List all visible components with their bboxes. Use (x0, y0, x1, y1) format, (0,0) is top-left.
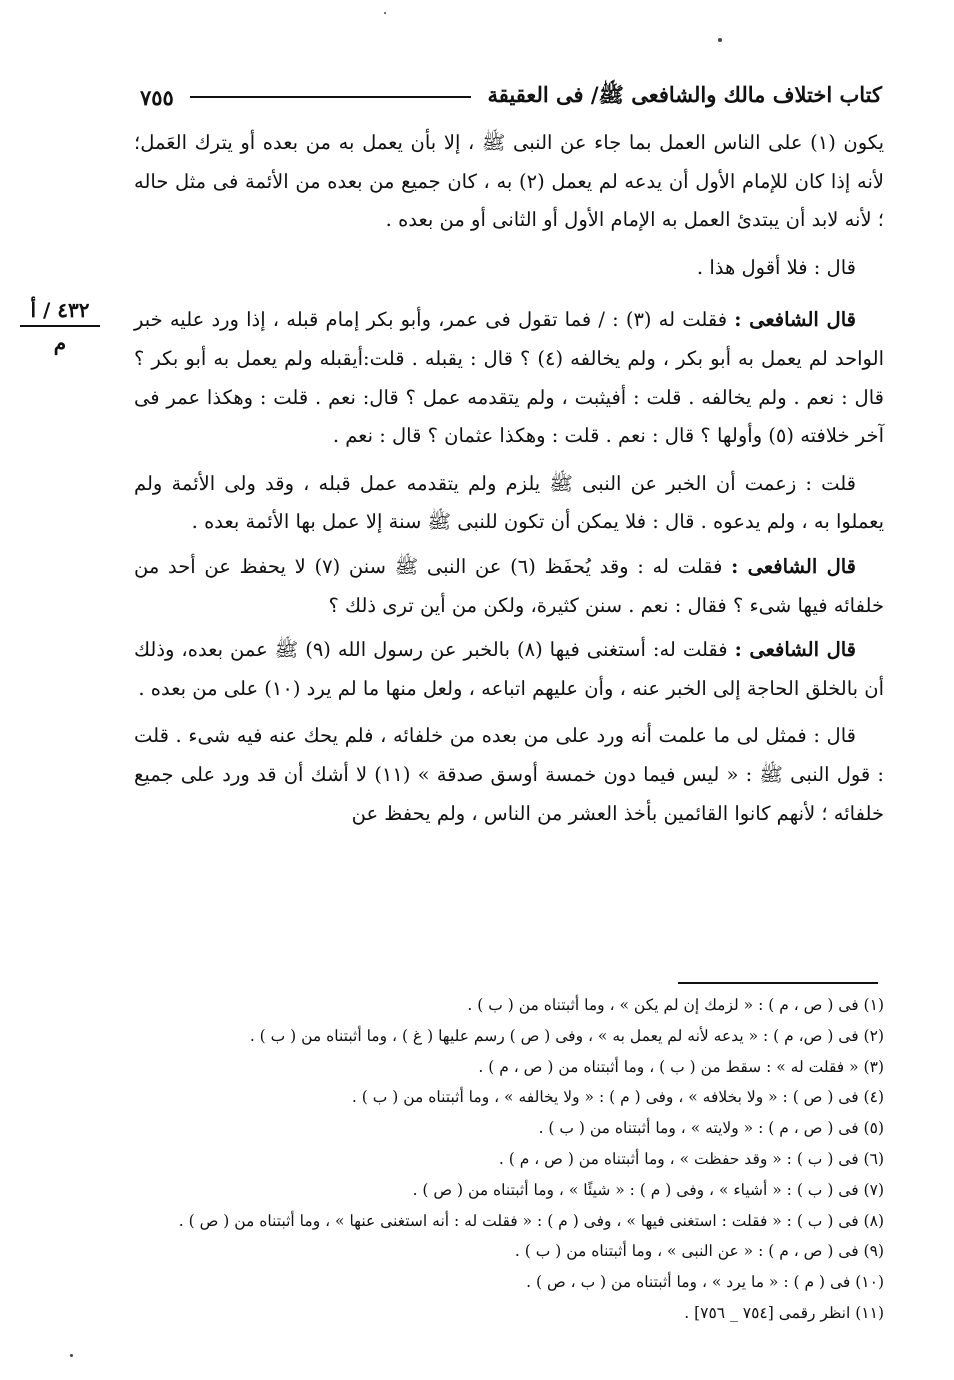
paragraph-lead: قال الشافعى : (734, 308, 856, 332)
paragraph (134, 301, 884, 455)
paragraph (134, 465, 884, 542)
page-number: ٧٥٥ (140, 84, 174, 110)
folio-manuscript-marker: م (53, 331, 67, 355)
scan-speck (384, 12, 386, 14)
running-header (140, 80, 882, 114)
paragraph-text: فقلت له (٣) : / فما تقول فى عمر، وأبو بكر إمام قبله ، إذا ورد عليه خبر الواحد لم يعمل به أبو بكر ، ولم يخالفه (٤) ؟ قال : يقبله . قلت:أيقبله ولم يعمل به أبو بكر ؟ قال : نعم . ولم يخالفه . قلت : أفيثبت ، ولم يتقدمه عمل ؟ قال: نعم . قلت : وهكذا عمر فى آخر خلافته (٥) وأولها ؟ قال : نعم . قلت : وهكذا عثمان ؟ قال : نعم . (134, 308, 884, 448)
paragraph-lead: قال الشافعى : (734, 638, 857, 662)
footnote-separator (678, 982, 878, 984)
footnote: (٨) فى ( ب ) : « فقلت : استغنى فيها » ، وفى ( م ) : « فقلت له : أنه استغنى عنها » ، وما أثبتناه من ( ص ) . (178, 1211, 884, 1230)
paragraph-text: يكون (١) على الناس العمل بما جاء عن النبى ﷺ ، إلا بأن يعمل به من بعده أو يترك العَمل؛ لأنه إذا كان للإمام الأول أن يدعه لم يعمل (٢) به ، كان جميع من بعده من الأئمة فى مثل حاله ؛ لأنه لابد أن يبتدئ العمل به الإمام الأول أو الثانى أو من بعده . (134, 131, 884, 232)
paragraph (134, 249, 884, 288)
footnote: (٣) « فقلت له » : سقط من ( ب ) ، وما أثبتناه من ( ص ، م ) . (478, 1057, 884, 1076)
margin-folio-note (20, 298, 100, 355)
header-rule (190, 96, 472, 98)
paragraph-text: فقلت له: أستغنى فيها (٨) بالخبر عن رسول الله (٩) ﷺ عمن بعده، وذلك أن بالخلق الحاجة إلى الخبر عنه ، وأن عليهم اتباعه ، ولعل منها ما لم يرد (١٠) على من بعده . (134, 638, 884, 700)
paragraph (134, 631, 884, 708)
footnote: (٢) فى ( ص، م ) : « يدعه لأنه لم يعمل به » ، وفى ( ص ) رسم عليها ( غ ) ، وما أثبتناه من ( ب ) . (249, 1026, 884, 1045)
paragraph (134, 124, 884, 240)
scan-speck (718, 38, 722, 42)
footnote: (٩) فى ( ص ، م ) : « عن النبى » ، وما أثبتناه من ( ب ) . (514, 1242, 884, 1261)
footnote: (٤) فى ( ص ) : « ولا بخلافه » ، وفى ( م ) : « ولا يخالفه » ، وما أثبتناه من ( ب ) . (351, 1088, 884, 1107)
paragraph-text: فقلت له : وقد يُحفَظ (٦) عن النبى ﷺ سنن (٧) لا يحفظ عن أحد من خلفائه فيها شىء ؟ فقال : نعم . سنن كثيرة، ولكن من أين ترى ذلك ؟ (134, 554, 884, 617)
paragraph (134, 548, 884, 625)
footnote: (٦) فى ( ب ) : « وقد حفظت » ، وما أثبتناه من ( ص ، م ) . (498, 1149, 884, 1168)
paragraph-lead: قال الشافعى : (731, 554, 857, 578)
footnote: (٧) فى ( ب ) : « أشياء » ، وفى ( م ) : « شيئًا » ، وما أثبتناه من ( ص ) . (412, 1180, 884, 1199)
paragraph-text: قال : فلا أقول هذا . (696, 255, 856, 279)
main-text (134, 124, 884, 833)
footnote: (١١) انظر رقمى [٧٥٤ _ ٧٥٦] . (684, 1303, 884, 1322)
footnote: (١٠) فى ( م ) : « ما يرد » ، وما أثبتناه من ( ب ، ص ) . (526, 1273, 884, 1292)
footnotes (134, 990, 884, 1329)
paragraph-text: قلت : زعمت أن الخبر عن النبى ﷺ يلزم ولم يتقدمه عمل قبله ، وقد ولى الأئمة ولم يعملوا به ، ولم يدعوه . قال : فلا يمكن أن تكون للنبى ﷺ سنة إلا عمل بها الأئمة بعده . (134, 471, 884, 534)
footnote: (١) فى ( ص ، م ) : « لزمك إن لم يكن » ، وما أثبتناه من ( ب ) . (467, 996, 884, 1014)
header-title: كتاب اختلاف مالك والشافعى ﷺ/ فى العقيقة (487, 81, 882, 107)
footnote: (٥) فى ( ص ، م ) : « ولايته » ، وما أثبتناه من ( ب ) . (538, 1119, 884, 1138)
paragraph (134, 717, 884, 833)
folio-reference: ٤٣٢ / أ (20, 298, 100, 327)
scan-speck (70, 1354, 73, 1357)
paragraph-text: قال : فمثل لى ما علمت أنه ورد على من بعده من خلفائه ، فلم يحك عنه فيه شىء . قلت : قول النبى ﷺ : « ليس فيما دون خمسة أوسق صدقة » (١١) لا أشك أن قد ورد على جميع خلفائه ؛ لأنهم كانوا القائمين بأخذ العشر من الناس ، ولم يحفظ عن (134, 724, 885, 825)
